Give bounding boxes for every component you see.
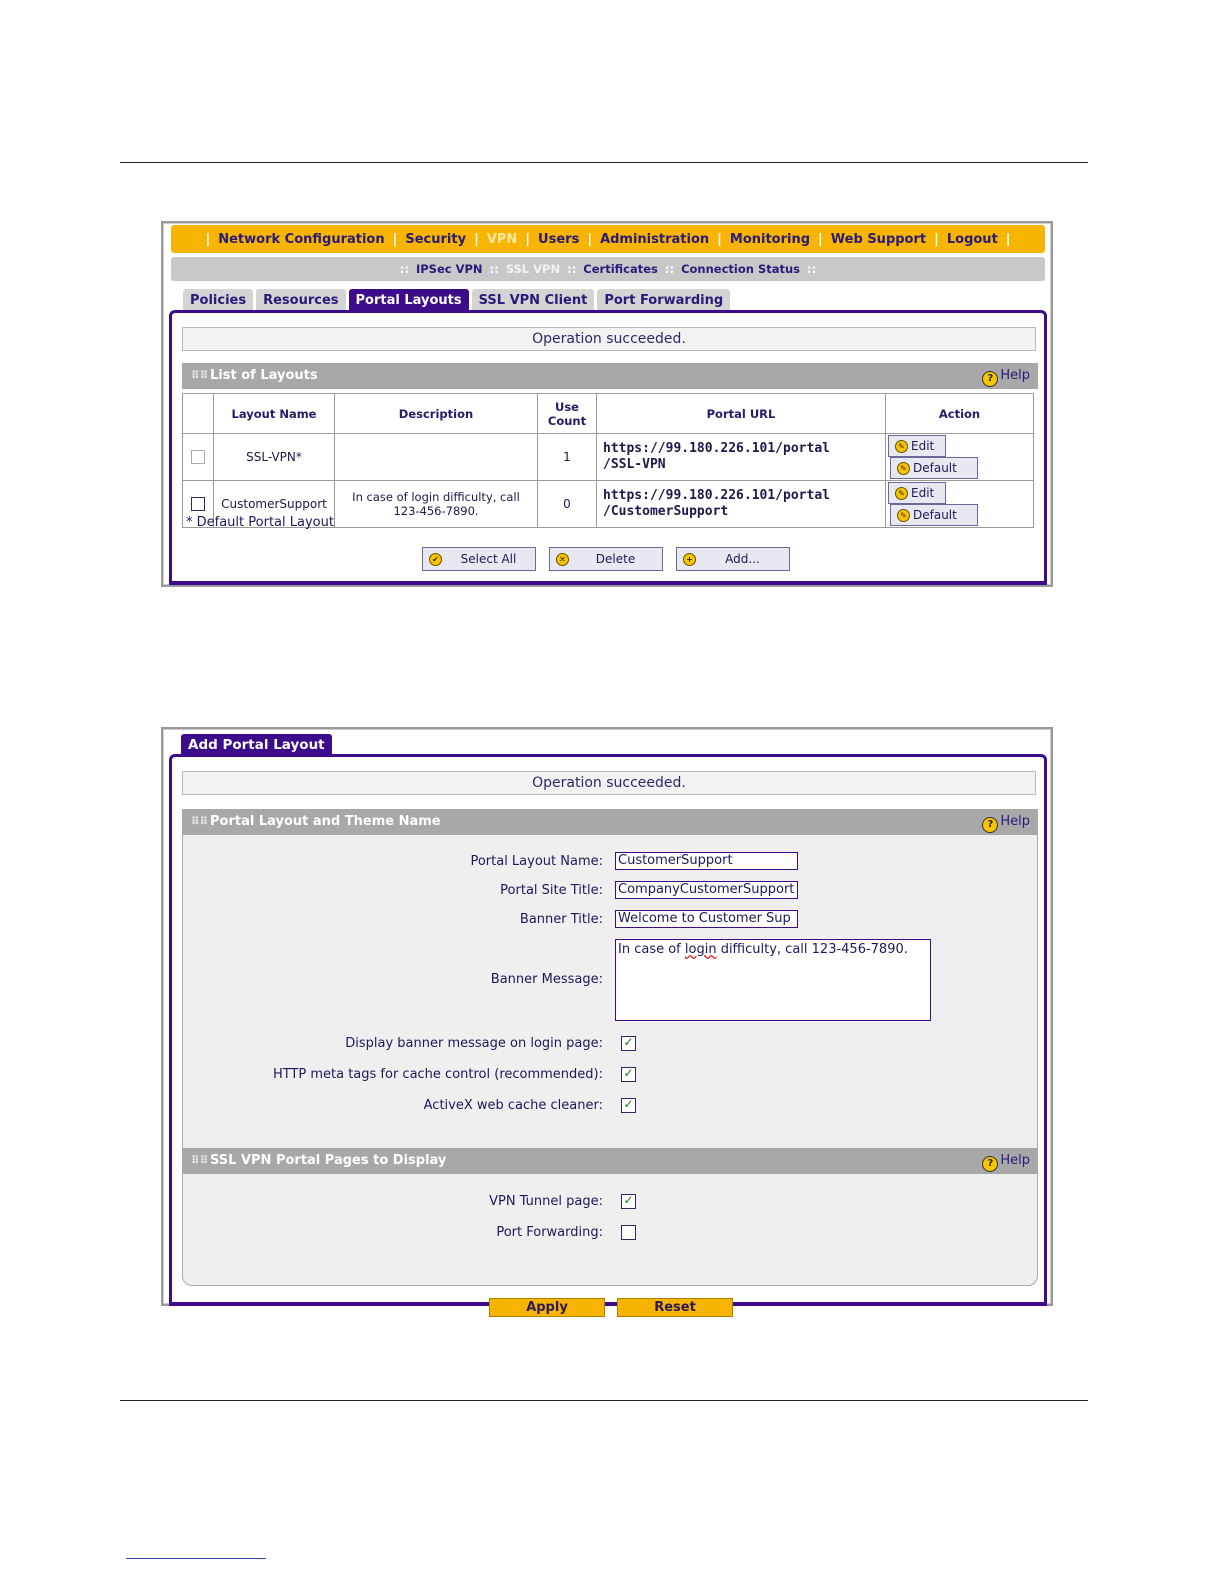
column-header-use-count: Use Count [538,394,597,434]
nav-users[interactable]: Users [538,231,580,247]
field-label: HTTP meta tags for cache control (recommended): [272,1067,603,1082]
nav-administration[interactable]: Administration [600,231,710,247]
help-icon: ? [982,371,998,387]
column-header: Layout Name [214,394,335,434]
display-banner-row [183,1034,1037,1054]
portal-url[interactable]: https://99.180.226.101/portal /SSL-VPN [597,434,886,481]
http-meta-checkbox[interactable]: ✓ [621,1067,636,1082]
grip-icon: ⠿⠿ [191,1154,209,1167]
reset-button[interactable]: Reset [617,1298,733,1317]
tab-portal-layouts[interactable]: Portal Layouts [349,289,469,312]
banner-message-row [183,939,1037,1023]
section-title: Portal Layout and Theme Name [210,814,441,829]
sub-nav-bar: :: IPSec VPN :: SSL VPN :: Certificates :: Connection Status :: [171,257,1045,281]
display-banner-checkbox[interactable]: ✓ [621,1036,636,1051]
nav-security[interactable]: Security [405,231,467,247]
edit-button[interactable]: ✎ Edit [888,435,946,457]
banner-title-input[interactable]: Welcome to Customer Sup [615,910,798,928]
banner-title-row [183,910,1037,930]
subnav-ipsec-vpn[interactable]: IPSec VPN [415,262,483,276]
column-header: Portal URL [597,394,886,434]
column-header: Description [335,394,538,434]
field-label: ActiveX web cache cleaner: [423,1098,603,1113]
select-all-button[interactable]: ✔ Select All [422,547,536,571]
portal-pages-header [182,1148,1038,1174]
footer-link-underline [126,1558,266,1559]
nav-web-support[interactable]: Web Support [830,231,927,247]
edit-icon: ✎ [895,440,908,453]
apply-button[interactable]: Apply [489,1298,605,1317]
portal-url[interactable]: https://99.180.226.101/portal /CustomerSupport [597,481,886,528]
field-label: Display banner message on login page: [345,1036,603,1051]
list-of-layouts-header [182,363,1038,389]
tab-policies[interactable]: Policies [183,289,253,312]
use-count: 1 [538,434,597,481]
row-checkbox[interactable] [191,497,205,511]
field-label: Port Forwarding: [496,1225,603,1240]
nav-monitoring[interactable]: Monitoring [729,231,811,247]
section-title: SSL VPN Portal Pages to Display [210,1153,447,1168]
help-icon: ? [982,1156,998,1172]
portal-layout-theme-header [182,809,1038,835]
http-meta-row [183,1065,1037,1085]
vpn-tunnel-checkbox[interactable]: ✓ [621,1194,636,1209]
field-label: VPN Tunnel page: [489,1194,603,1209]
field-label: Banner Message: [490,972,603,987]
tab-resources[interactable]: Resources [256,289,345,312]
page-top-rule [120,162,1088,163]
description: In case of login difficulty, call 123-456-7890. [335,481,538,528]
port-forwarding-row [183,1223,1037,1243]
add-icon: + [683,553,696,566]
default-icon: ✎ [897,462,910,475]
tab-ssl-vpn-client[interactable]: SSL VPN Client [472,289,595,312]
portal-layouts-screenshot [161,221,1053,587]
add-button[interactable]: + Add... [676,547,790,571]
section-title: List of Layouts [210,368,318,383]
layout-name: CustomerSupport [214,481,335,528]
banner-message-textarea[interactable]: In case of login difficulty, call 123-456-7890. [615,939,931,1021]
activex-checkbox[interactable]: ✓ [621,1098,636,1113]
use-count: 0 [538,481,597,528]
tab-bar [183,289,730,312]
field-label: Portal Layout Name: [470,854,603,869]
portal-site-title-input[interactable]: CompanyCustomerSupport [615,881,798,899]
status-message: Operation succeeded. [182,771,1036,795]
portal-layout-theme-section [182,835,1038,1157]
add-portal-layout-panel [169,754,1047,1315]
table-row [183,434,1034,481]
top-nav-bar: | Network Configuration | Security | VPN | Users | Administration | Monitoring | Web Support | Logout | [171,225,1045,253]
tab-add-portal-layout[interactable]: Add Portal Layout [181,734,332,756]
delete-button[interactable]: ✕ Delete [549,547,663,571]
port-forwarding-checkbox[interactable] [621,1225,636,1240]
nav-vpn[interactable]: VPN [486,231,518,247]
help-link[interactable]: ? Help [982,363,1030,389]
activex-row [183,1096,1037,1116]
grip-icon: ⠿⠿ [191,815,209,828]
page-bottom-rule [120,1400,1088,1401]
status-message: Operation succeeded. [182,327,1036,351]
tab-port-forwarding[interactable]: Port Forwarding [597,289,730,312]
table-header-row [183,394,1034,434]
layout-name-row [183,852,1037,872]
help-icon: ? [982,817,998,833]
grip-icon: ⠿⠿ [191,369,209,382]
portal-layouts-panel [169,310,1047,585]
subnav-certificates[interactable]: Certificates [583,262,658,276]
list-button-row [422,547,803,571]
field-label: Portal Site Title: [500,883,603,898]
default-icon: ✎ [897,509,910,522]
field-label: Banner Title: [519,912,603,927]
default-button[interactable]: ✎ Default [890,457,978,479]
site-title-row [183,881,1037,901]
edit-button[interactable]: ✎ Edit [888,482,946,504]
edit-icon: ✎ [895,487,908,500]
description [335,434,538,481]
layout-name: SSL-VPN* [214,434,335,481]
delete-icon: ✕ [556,553,569,566]
check-icon: ✔ [429,553,442,566]
vpn-tunnel-row [183,1192,1037,1212]
layouts-table [182,393,1034,528]
select-column-header [183,394,214,434]
help-link[interactable]: ? Help [982,809,1030,835]
nav-network-configuration[interactable]: Network Configuration [218,231,385,247]
help-link[interactable]: ? Help [982,1148,1030,1174]
row-checkbox[interactable] [191,450,205,464]
subnav-ssl-vpn[interactable]: SSL VPN [505,262,561,276]
default-button[interactable]: ✎ Default [890,504,978,526]
portal-pages-section [182,1174,1038,1286]
nav-logout[interactable]: Logout [946,231,998,247]
portal-layout-name-input[interactable]: CustomerSupport [615,852,798,870]
subnav-connection-status[interactable]: Connection Status [681,262,801,276]
add-portal-layout-screenshot [161,727,1053,1315]
column-header: Action [886,394,1034,434]
default-layout-footnote: * Default Portal Layout [186,515,334,530]
